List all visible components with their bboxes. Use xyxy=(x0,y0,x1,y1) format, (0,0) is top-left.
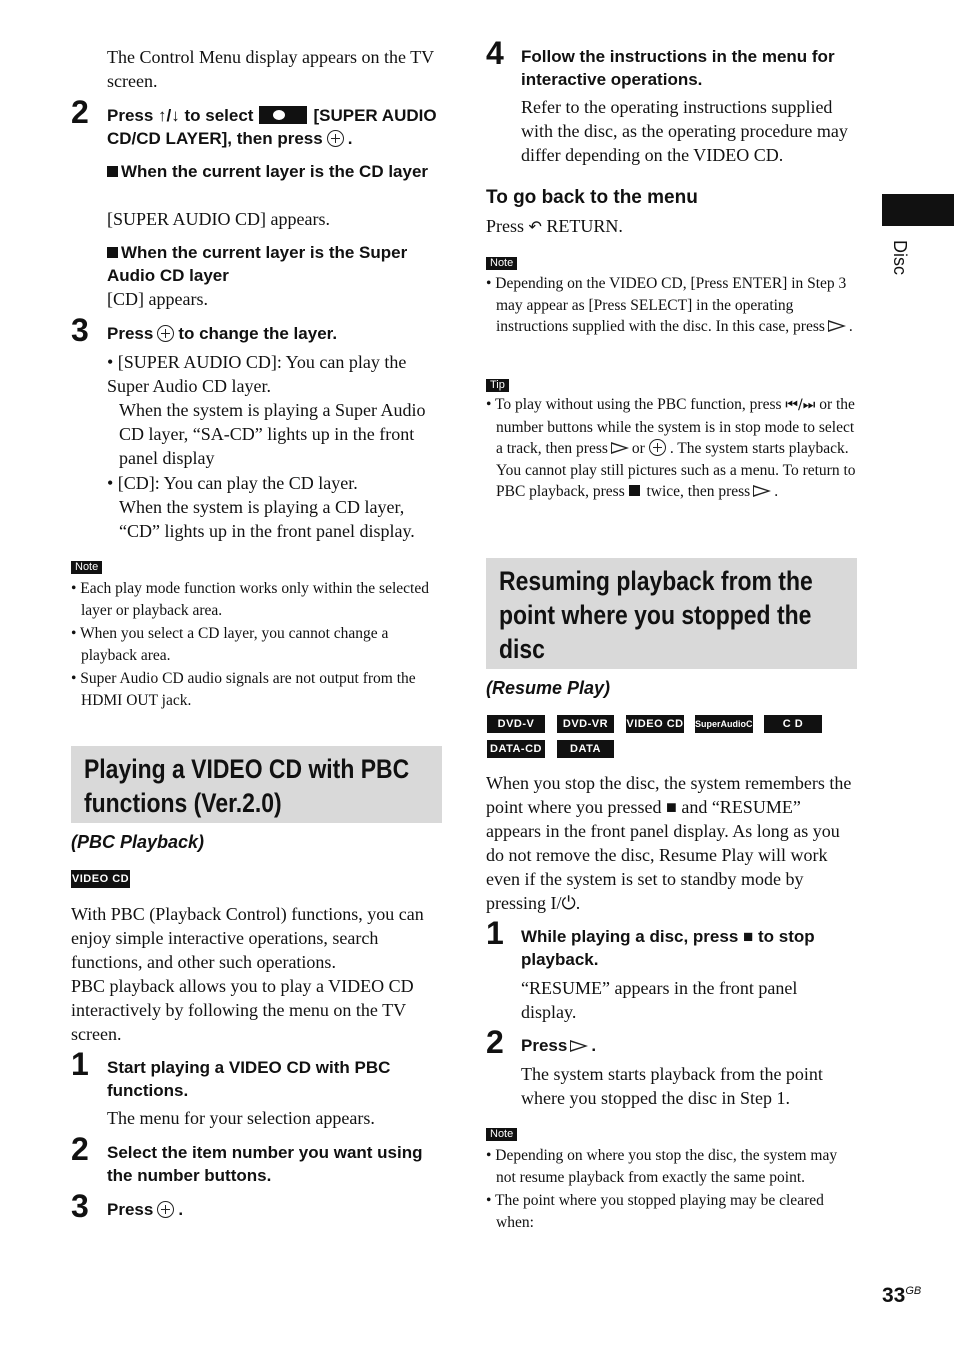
step-number: 2 xyxy=(71,1131,89,1167)
note-item: • Super Audio CD audio signals are not output from the HDMI OUT jack. xyxy=(71,670,416,709)
note-item: • Each play mode function works only within the selected layer or playback area. xyxy=(71,580,429,619)
pbc-step-4-body: Refer to the operating instructions supplied with the disc, as the operating procedure may differ depending on the VIDEO CD. xyxy=(521,97,848,165)
step-number: 1 xyxy=(71,1046,89,1082)
step-number: 2 xyxy=(71,94,89,130)
super-audio-cd-logo: SuperAudioCD xyxy=(695,715,753,733)
note-list xyxy=(71,578,442,711)
step-number: 4 xyxy=(486,35,504,71)
step-number: 1 xyxy=(486,915,504,951)
cd-logo: C D xyxy=(764,715,822,733)
square-bullet-icon xyxy=(107,166,118,177)
sacd-layer-body: [CD] appears. xyxy=(107,289,208,309)
tip-badge: Tip xyxy=(486,379,509,392)
dvd-vr-logo: DVD-VR xyxy=(557,715,614,733)
pbc-step-1: Start playing a VIDEO CD with PBC functions. xyxy=(107,1058,391,1100)
pbc-step-2: Select the item number you want using the number buttons. xyxy=(107,1143,423,1185)
play-icon xyxy=(753,485,771,497)
square-bullet-icon xyxy=(107,247,118,258)
note-item: • Depending on where you stop the disc, the system may not resume playback from exactly the same point. xyxy=(486,1147,838,1186)
video-cd-logo: VIDEO CD xyxy=(626,715,684,733)
step-3-instruction: Press to change the layer. xyxy=(107,324,338,343)
step-2-text-b: [SUPER AUDIO CD/CD LAYER], then press xyxy=(107,106,437,148)
note-list xyxy=(486,1145,857,1233)
pbc-step-3: Press . xyxy=(107,1200,184,1219)
cd-layer-body: [SUPER AUDIO CD] appears. xyxy=(107,209,330,229)
bullet-sacd-detail: When the system is playing a Super Audio CD layer, “SA-CD” lights up in the front panel display xyxy=(119,400,426,468)
data-dvd-logo: DATA DVD xyxy=(557,740,614,758)
resume-subtitle: (Resume Play) xyxy=(486,678,611,698)
note-item: • When you select a CD layer, you cannot change a playback area. xyxy=(71,625,389,664)
step-number: 2 xyxy=(486,1024,504,1060)
intro-text: The Control Menu display appears on the TV screen. xyxy=(107,47,434,91)
resume-paragraph: When you stop the disc, the system remembers the point where you pressed ■ and “RESUME” appears in the front panel display. As long as you do not remove the disc, Resume Play will work even if the system is set to standby mode by pressing I/⏻. xyxy=(486,773,852,913)
chapter-tab-label: Disc xyxy=(890,240,910,275)
step-number: 3 xyxy=(71,312,89,348)
resume-step-1-body: “RESUME” appears in the front panel display. xyxy=(521,978,798,1022)
pbc-subtitle: (PBC Playback) xyxy=(71,832,205,852)
play-icon xyxy=(611,442,629,454)
note-badge: Note xyxy=(486,1128,517,1141)
enter-button-icon xyxy=(157,325,174,342)
return-icon: ↶ xyxy=(528,217,542,236)
resume-step-2-body: The system starts playback from the point where you stopped the disc in Step 1. xyxy=(521,1064,823,1108)
back-to-menu-text: Press ↶ RETURN. xyxy=(486,216,623,236)
pbc-paragraph-2: PBC playback allows you to play a VIDEO CD interactively by following the menu on the TV screen. xyxy=(71,976,414,1044)
pbc-step-4: Follow the instructions in the menu for interactive operations. xyxy=(521,47,835,89)
play-icon xyxy=(570,1040,588,1052)
data-cd-logo: DATA-CD xyxy=(487,740,545,758)
section-heading-resume: Resuming playback from the point where you stopped the disc xyxy=(486,558,857,669)
step-number: 3 xyxy=(71,1188,89,1224)
play-icon xyxy=(828,320,846,332)
enter-button-icon xyxy=(157,1201,174,1218)
resume-step-1: While playing a disc, press ■ to stop playback. xyxy=(521,927,815,969)
back-to-menu-heading: To go back to the menu xyxy=(486,187,698,208)
step-2-instruction: Press ↑/↓ to select [SUPER AUDIO CD/CD LAYER], then press . xyxy=(107,106,437,148)
tip-item: • To play without using the PBC function, press ⏮/⏭ or the number buttons while the system is in stop mode to select a track, then press or . The system starts playback. You cannot play still pictures such as a menu. To return to PBC playback, press twice, then press . xyxy=(486,396,856,500)
bullet-cd: • [CD]: You can play the CD layer. xyxy=(107,473,358,493)
pbc-paragraph-1: With PBC (Playback Control) functions, you can enjoy simple interactive operations, search functions, and other such operations. xyxy=(71,904,424,972)
note-badge: Note xyxy=(486,257,517,270)
bullet-sacd: • [SUPER AUDIO CD]: You can play the Super Audio CD layer. xyxy=(107,352,407,396)
chapter-tab-marker xyxy=(882,194,954,226)
pbc-step-1-body: The menu for your selection appears. xyxy=(107,1108,375,1128)
dvd-v-logo: DVD-V xyxy=(487,715,545,733)
enter-button-icon xyxy=(649,439,666,456)
prev-next-icon: ⏮/⏭ xyxy=(785,397,816,413)
note-item: • The point where you stopped playing may be cleared when: xyxy=(486,1192,824,1231)
page-number: $33^{GB}$ xyxy=(882,1284,922,1307)
bullet-cd-detail: When the system is playing a CD layer, “CD” lights up in the front panel display. xyxy=(119,497,415,541)
note-badge: Note xyxy=(71,561,102,574)
cd-layer-heading: When the current layer is the CD layer xyxy=(107,160,437,183)
step-2-text-a: Press ↑/↓ to select xyxy=(107,106,254,125)
note-item: • Depending on the VIDEO CD, [Press ENTER] in Step 3 may appear as [Press SELECT] in the operating instructions supplied with the disc. In this case, press . xyxy=(486,275,853,335)
video-cd-logo: VIDEO CD xyxy=(71,870,130,888)
enter-button-icon xyxy=(327,130,344,147)
resume-step-2: Press . xyxy=(521,1036,597,1055)
sacd-layer-heading: When the current layer is the Super Audio CD layer xyxy=(107,243,408,285)
section-heading-pbc: Playing a VIDEO CD with PBC functions (Ver.2.0) xyxy=(71,746,442,823)
stop-icon xyxy=(629,485,640,496)
super-audio-cd-layer-icon xyxy=(259,106,307,124)
